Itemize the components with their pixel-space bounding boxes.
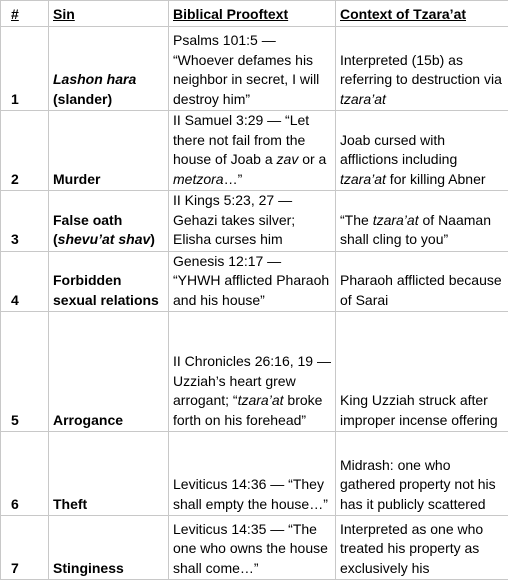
rows-1-proof-fragment: metzora [173,171,224,187]
row-number-cell[interactable]: 7 [1,516,49,580]
context-cell[interactable] [336,191,508,252]
rows-2-sin-fragment: ) [150,231,155,247]
rows-1-proof-fragment: II Samuel 3:29 — “Let there not fail from the house of Joab a [173,112,309,167]
context-cell[interactable] [336,27,508,111]
context-cell[interactable] [336,516,508,580]
table-row [1,516,508,580]
prooftext-cell[interactable] [169,27,336,111]
prooftext-cell[interactable] [169,516,336,580]
row-number-cell[interactable]: 3 [1,191,49,252]
context-cell[interactable] [336,312,508,432]
rows-1-context-fragment: tzara’at [340,171,386,187]
rows-2-sin-fragment: shevu’at shav [58,231,151,247]
rows-2-context-fragment: of Naaman shall cling to you” [340,212,491,248]
sin-cell[interactable] [49,27,169,111]
rows-5-proof-fragment: Leviticus 14:36 — “They shall empty the house…” [173,476,328,512]
header-prooftext[interactable]: Biblical Prooftext [169,1,336,27]
header-context[interactable]: Context of Tzara’at [336,1,508,27]
table-row [1,27,508,111]
table-row [1,251,508,312]
table-row [1,432,508,516]
rows-1-proof-fragment: or a [298,151,326,167]
context-cell[interactable] [336,111,508,191]
context-cell[interactable] [336,251,508,312]
rows-1-context-fragment: Joab cursed with afflictions including [340,132,457,168]
prooftext-cell[interactable] [169,432,336,516]
sin-cell[interactable] [49,111,169,191]
rows-6-context-fragment: Interpreted as one who treated his property as exclusively his [340,521,483,576]
row-number-cell[interactable]: 1 [1,27,49,111]
rows-0-sin-fragment: (slander) [53,91,112,107]
rows-4-proof-fragment: II Chronicles 26:16, 19 — Uzziah’s heart grew arrogant; “ [173,353,331,408]
rows-5-sin-fragment: Theft [53,496,87,512]
row-number-cell[interactable]: 2 [1,111,49,191]
rows-2-sin-fragment: False oath ( [53,212,122,248]
header-sin[interactable]: Sin [49,1,169,27]
rows-3-sin-fragment: Forbidden sexual relations [53,272,159,308]
rows-2-context-fragment: tzara’at [373,212,419,228]
header-number[interactable]: # [1,1,49,27]
rows-6-sin-fragment: Stinginess [53,560,124,576]
rows-4-proof-fragment: broke forth on his forehead” [173,392,322,428]
rows-1-proof-fragment: …” [224,171,243,187]
table-row [1,312,508,432]
prooftext-cell[interactable] [169,251,336,312]
sin-cell[interactable] [49,312,169,432]
rows-4-context-fragment: King Uzziah struck after improper incense offering [340,392,498,428]
context-cell[interactable] [336,432,508,516]
table-row [1,111,508,191]
rows-1-context-fragment: for killing Abner [386,171,486,187]
rows-0-sin-fragment: Lashon hara [53,71,136,87]
rows-0-context-fragment: tzara’at [340,91,386,107]
rows-0-proof-fragment: Psalms 101:5 — “Whoever defames his neighbor in secret, I will destroy him” [173,32,319,107]
prooftext-cell[interactable] [169,111,336,191]
prooftext-cell[interactable] [169,312,336,432]
prooftext-cell[interactable] [169,191,336,252]
row-number-cell[interactable]: 4 [1,251,49,312]
rows-4-sin-fragment: Arrogance [53,412,123,428]
header-row [1,1,508,27]
rows-1-sin-fragment: Murder [53,171,100,187]
rows-2-proof-fragment: II Kings 5:23, 27 — Gehazi takes silver; Elisha curses him [173,192,295,247]
table-row [1,191,508,252]
row-number-cell[interactable]: 5 [1,312,49,432]
rows-0-context-fragment: Interpreted (15b) as referring to destruction via [340,52,502,88]
row-number-cell[interactable]: 6 [1,432,49,516]
sin-cell[interactable] [49,191,169,252]
rows-1-proof-fragment: zav [277,151,299,167]
rows-3-proof-fragment: Genesis 12:17 — “YHWH afflicted Pharaoh and his house” [173,253,329,308]
sin-cell[interactable] [49,516,169,580]
rows-3-context-fragment: Pharaoh afflicted because of Sarai [340,272,502,308]
rows-2-context-fragment: “The [340,212,373,228]
sin-cell[interactable] [49,251,169,312]
rows-5-context-fragment: Midrash: one who gathered property not his has it publicly scattered [340,457,496,512]
rows-6-proof-fragment: Leviticus 14:35 — “The one who owns the house shall come…” [173,521,328,576]
sin-cell[interactable] [49,432,169,516]
rows-4-proof-fragment: tzara’at [238,392,284,408]
